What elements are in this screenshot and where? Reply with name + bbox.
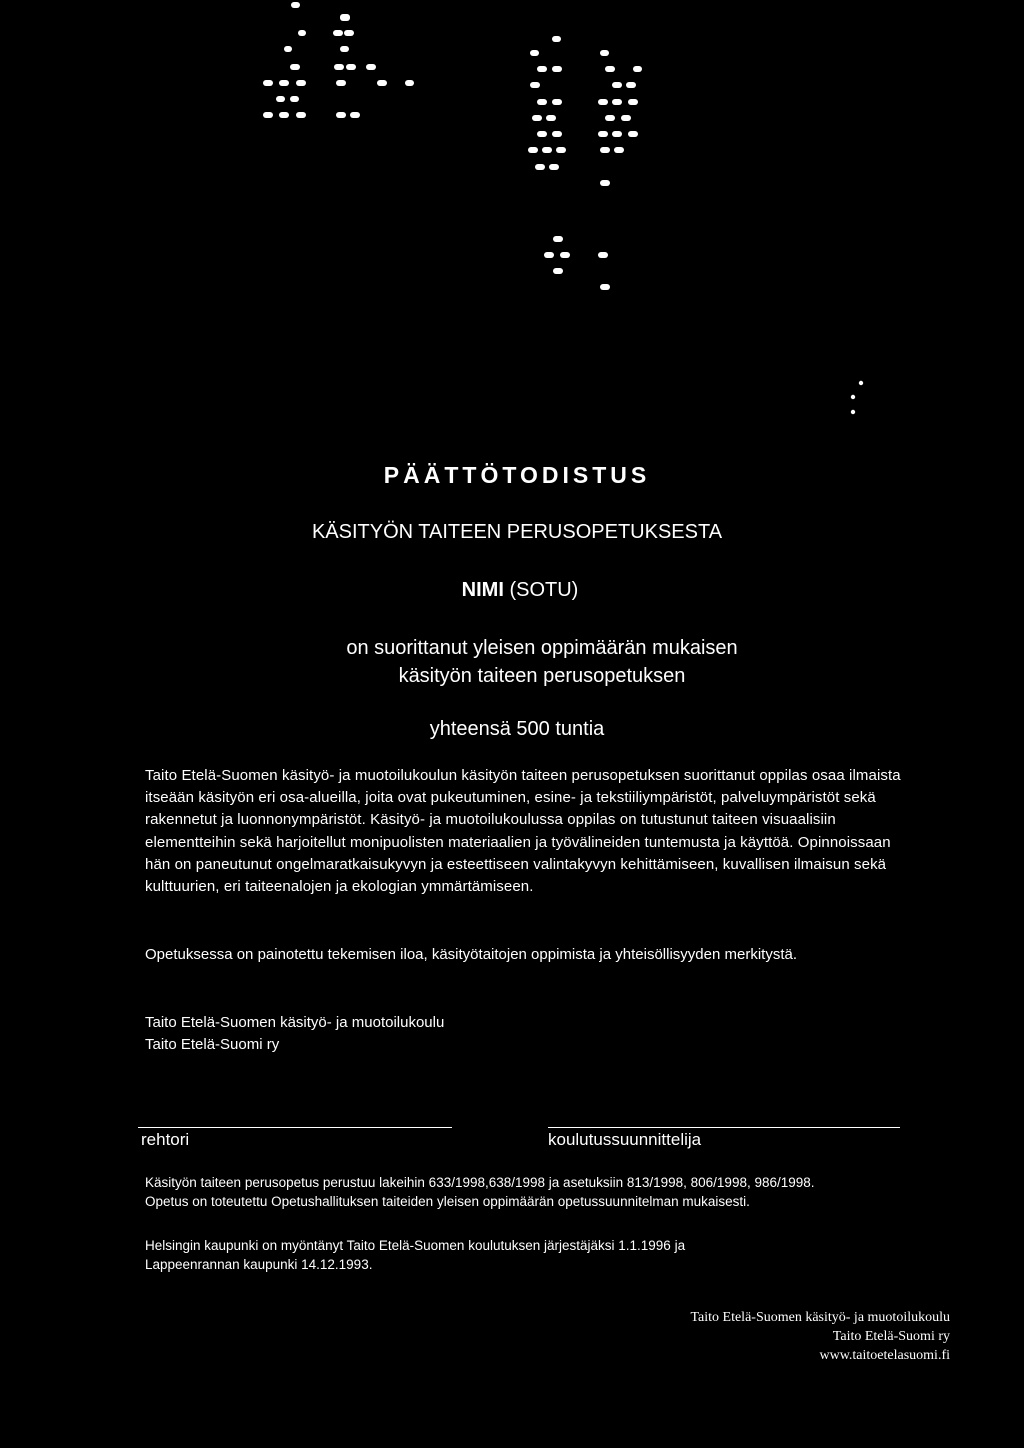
- footer-block: [690, 1308, 950, 1365]
- certificate-subtitle: KÄSITYÖN TAITEEN PERUSOPETUKSESTA: [311, 521, 723, 543]
- name-label: NIMI: [461, 579, 504, 601]
- emphasis-paragraph: Opetuksessa on painotettu tekemisen iloa, käsityötaitojen oppimista ja yhteisöllisyyden merkitystä.: [145, 946, 797, 963]
- completion-statement: [0, 634, 1024, 690]
- legal-line-2: Opetus on toteutettu Opetushallituksen taiteiden yleisen oppimäärän opetussuunnitelman mukaisesti.: [145, 1194, 750, 1209]
- footer-school: Taito Etelä-Suomen käsityö- ja muotoilukoulu: [690, 1310, 950, 1325]
- footer-website: www.taitoetelasuomi.fi: [819, 1348, 950, 1363]
- organization-school: Taito Etelä-Suomen käsityö- ja muotoilukoulu: [145, 1014, 445, 1031]
- legal-block-1: [145, 1173, 815, 1211]
- signature-line-right: [548, 1127, 900, 1128]
- organization-block: [145, 1012, 444, 1056]
- name-suffix: (SOTU): [509, 579, 579, 601]
- name-line: [0, 579, 1024, 602]
- certificate-title: PÄÄTTÖTODISTUS: [383, 462, 651, 488]
- legal-block-2: [145, 1236, 685, 1274]
- completion-line-1: on suorittanut yleisen oppimäärän mukaisen: [346, 637, 738, 659]
- description-paragraph: Taito Etelä-Suomen käsityö- ja muotoilukoulun käsityön taiteen perusopetuksen suorittanut oppilas osaa ilmaista itseään käsityön eri osa-alueilla, joita ovat pukeutuminen, esine- ja tekstiiliympäristöt, palveluympäristöt sekä rakennetut ja luonnonympäristöt. Käsityö- ja muotoilukoulussa oppilas on tutustunut taiteen visuaalisiin elementteihin sekä harjoitellut monipuolisten materiaalien ja työvälineiden tuntemusta ja käyttöä. Opinnoissaan hän on paneutunut ongelmaratkaisukyvyn ja esteettiseen valintakyvyn kehittämiseen, kuvallisen ilmaisun sekä kulttuurien, eri taiteenalojen ja ekologian ymmärtämiseen.: [145, 767, 901, 896]
- signature-line-left: [138, 1127, 452, 1128]
- total-hours: yhteensä 500 tuntia: [429, 718, 605, 740]
- legal-line-3: Helsingin kaupunki on myöntänyt Taito Etelä-Suomen koulutuksen järjestäjäksi 1.1.1996 ja: [145, 1238, 686, 1253]
- completion-line-2: käsityön taiteen perusopetuksen: [398, 665, 686, 687]
- signature-label-coordinator: koulutussuunnittelija: [548, 1130, 702, 1149]
- organization-association: Taito Etelä-Suomi ry: [145, 1036, 280, 1053]
- signature-label-principal: rehtori: [141, 1130, 190, 1149]
- dotted-logo-icon: [0, 0, 1024, 420]
- legal-line-1: Käsityön taiteen perusopetus perustuu lakeihin 633/1998,638/1998 ja asetuksiin 813/1998, 806/1998, 986/1998.: [145, 1175, 815, 1190]
- footer-association: Taito Etelä-Suomi ry: [832, 1329, 950, 1344]
- legal-line-4: Lappeenrannan kaupunki 14.12.1993.: [145, 1257, 373, 1272]
